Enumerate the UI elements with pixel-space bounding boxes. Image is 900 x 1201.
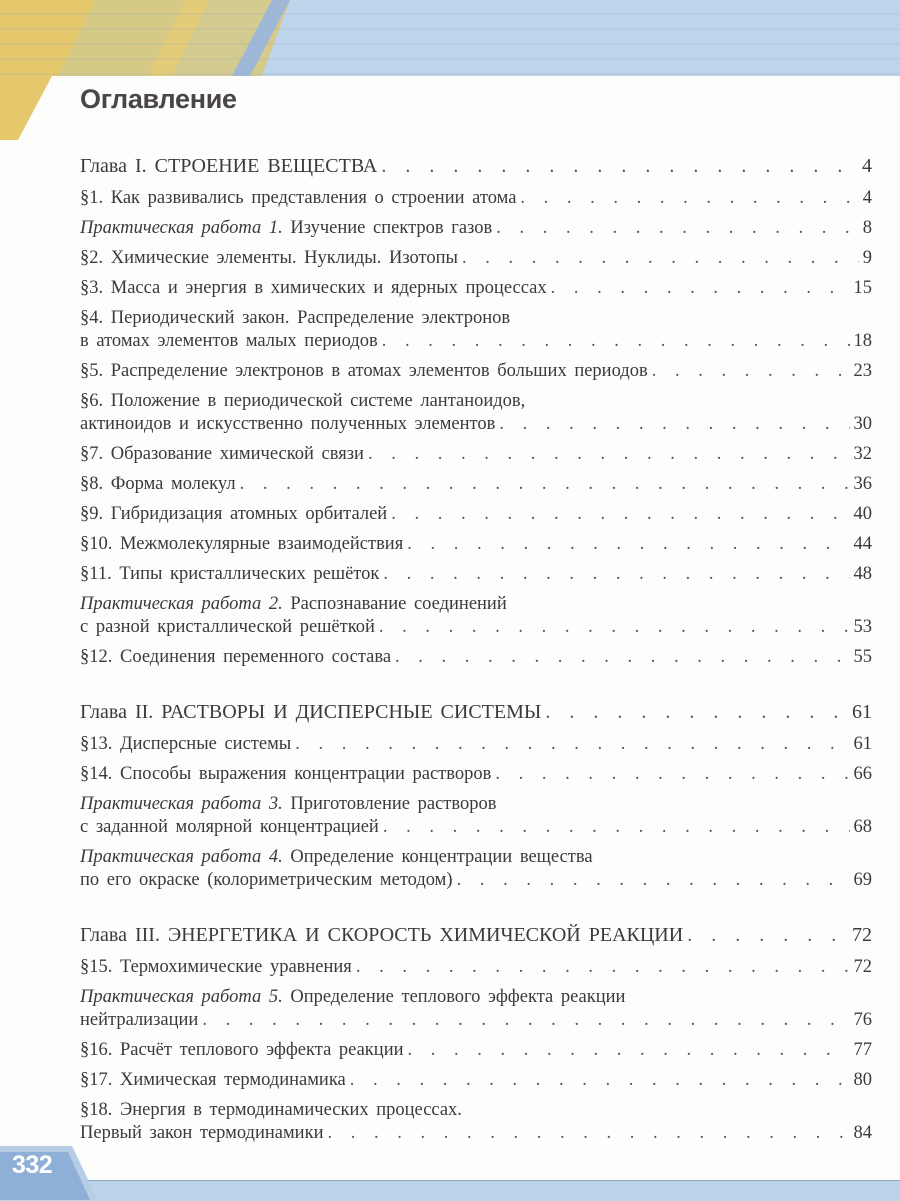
- page-ref: 44: [853, 534, 872, 554]
- page-ref: 80: [853, 1070, 872, 1090]
- toc-entry[interactable]: [80, 214, 872, 244]
- section-number: §3.: [80, 278, 104, 298]
- section-number: §17.: [80, 1070, 113, 1090]
- section-number: §2.: [80, 248, 104, 268]
- toc-entry[interactable]: [80, 500, 872, 530]
- entry-title-continued: нейтрализации: [80, 1010, 199, 1030]
- entry-title: Как развивались представления о строении атома: [110, 188, 517, 208]
- entry-title: Положение в периодической системе лантаноидов,: [110, 391, 526, 411]
- toc-entry[interactable]: [80, 357, 872, 387]
- section-number: §16.: [80, 1040, 113, 1060]
- dot-leader: [520, 187, 858, 210]
- entry-title: Энергия в термодинамических процессах.: [120, 1100, 462, 1120]
- page-ref: 55: [853, 647, 872, 667]
- dot-leader: [391, 503, 849, 526]
- practical-work-label: Практическая работа 1.: [80, 218, 283, 238]
- section-number: §15.: [80, 957, 113, 977]
- entry-title-continued: Первый закон термодинамики: [80, 1123, 324, 1143]
- toc-entry[interactable]: [80, 470, 872, 500]
- dot-leader: [240, 473, 850, 496]
- bottom-banner: [0, 1180, 900, 1201]
- top-banner: [0, 0, 900, 76]
- page-ref: 61: [853, 734, 872, 754]
- toc-entry[interactable]: [80, 184, 872, 214]
- entry-title: Определение концентрации вещества: [290, 847, 593, 867]
- entry-title: Форма молекул: [110, 474, 236, 494]
- dot-leader: [407, 533, 849, 556]
- toc-entry[interactable]: [80, 1036, 872, 1066]
- dot-leader: [408, 1039, 850, 1062]
- dot-leader: [382, 330, 850, 353]
- dot-leader: [495, 763, 849, 786]
- chapter-heading[interactable]: [80, 698, 872, 730]
- entry-title: Способы выражения концентрации растворов: [120, 764, 492, 784]
- toc-entry[interactable]: [80, 1096, 872, 1149]
- entry-title: Химические элементы. Нуклиды. Изотопы: [110, 248, 458, 268]
- page-ref: 4: [862, 155, 872, 177]
- toc-entry[interactable]: [80, 387, 872, 440]
- toc-entry[interactable]: [80, 730, 872, 760]
- page-ref: 68: [853, 817, 872, 837]
- page-ref: 15: [853, 278, 872, 298]
- page-number: 332: [12, 1151, 53, 1179]
- dot-leader: [383, 563, 849, 586]
- dot-leader: [652, 360, 850, 383]
- banner-ruled-lines: [0, 0, 900, 76]
- section-number: §7.: [80, 444, 104, 464]
- toc-entry[interactable]: [80, 760, 872, 790]
- page-ref: 84: [853, 1123, 872, 1143]
- entry-title: Определение теплового эффекта реакции: [290, 987, 626, 1007]
- chapter-3: [80, 921, 872, 1149]
- section-number: §10.: [80, 534, 113, 554]
- toc-entry[interactable]: [80, 304, 872, 357]
- chapter-2: [80, 698, 872, 896]
- section-number: §5.: [80, 361, 104, 381]
- page-ref: 66: [853, 764, 872, 784]
- chapter-title: Глава I. СТРОЕНИЕ ВЕЩЕСТВА: [80, 155, 378, 177]
- chapter-heading[interactable]: [80, 921, 872, 953]
- toc-entry[interactable]: [80, 440, 872, 470]
- dot-leader: [383, 816, 850, 839]
- page-ref: 61: [852, 701, 872, 723]
- section-number: §11.: [80, 564, 112, 584]
- dot-leader: [350, 1069, 850, 1092]
- practical-work-label: Практическая работа 4.: [80, 847, 283, 867]
- page-ref: 30: [853, 414, 872, 434]
- entry-title: Расчёт теплового эффекта реакции: [120, 1040, 404, 1060]
- entry-title: Гибридизация атомных орбиталей: [110, 504, 388, 524]
- table-of-contents: [80, 152, 872, 1174]
- entry-title-continued: в атомах элементов малых периодов: [80, 331, 378, 351]
- practical-work-label: Практическая работа 3.: [80, 794, 283, 814]
- toc-entry[interactable]: [80, 953, 872, 983]
- dot-leader: [381, 155, 858, 178]
- chapter-title: Глава II. РАСТВОРЫ И ДИСПЕРСНЫЕ СИСТЕМЫ: [80, 701, 542, 723]
- page-ref: 32: [853, 444, 872, 464]
- chapter-1: [80, 152, 872, 673]
- dot-leader: [687, 924, 848, 947]
- toc-entry[interactable]: [80, 983, 872, 1036]
- section-number: §4.: [80, 308, 104, 328]
- entry-title: Соединения переменного состава: [120, 647, 392, 667]
- toc-entry[interactable]: [80, 843, 872, 896]
- section-number: §6.: [80, 391, 104, 411]
- page-title: Оглавление: [80, 84, 237, 114]
- entry-title: Образование химической связи: [110, 444, 364, 464]
- entry-title: Изучение спектров газов: [290, 218, 493, 238]
- page-ref: 18: [853, 331, 872, 351]
- chapter-title: Глава III. ЭНЕРГЕТИКА И СКОРОСТЬ ХИМИЧЕСКОЙ РЕАКЦИИ: [80, 924, 684, 946]
- page-ref: 40: [853, 504, 872, 524]
- section-number: §18.: [80, 1100, 113, 1120]
- page-ref: 36: [853, 474, 872, 494]
- section-number: §1.: [80, 188, 104, 208]
- page-ref: 8: [862, 218, 872, 238]
- section-number: §13.: [80, 734, 113, 754]
- entry-title-continued: по его окраске (колориметрическим методом): [80, 870, 453, 890]
- toc-entry[interactable]: [80, 590, 872, 643]
- dot-leader: [462, 247, 859, 270]
- page-ref: 4: [862, 188, 872, 208]
- entry-title: Приготовление растворов: [290, 794, 497, 814]
- chapter-heading[interactable]: [80, 152, 872, 184]
- section-number: §9.: [80, 504, 104, 524]
- dot-leader: [551, 277, 850, 300]
- toc-entry[interactable]: [80, 530, 872, 560]
- section-number: §14.: [80, 764, 113, 784]
- page-ref: 77: [853, 1040, 872, 1060]
- entry-title-continued: с разной кристаллической решёткой: [80, 617, 375, 637]
- dot-leader: [496, 217, 859, 240]
- dot-leader: [356, 956, 850, 979]
- page-ref: 23: [853, 361, 872, 381]
- dot-leader: [545, 701, 848, 724]
- toc-entry[interactable]: [80, 244, 872, 274]
- section-number: §8.: [80, 474, 104, 494]
- entry-title: Типы кристаллических решёток: [119, 564, 380, 584]
- left-wedge-graphic: [0, 0, 60, 140]
- toc-entry[interactable]: [80, 274, 872, 304]
- entry-title: Межмолекулярные взаимодействия: [120, 534, 404, 554]
- practical-work-label: Практическая работа 5.: [80, 987, 283, 1007]
- section-number: §12.: [80, 647, 113, 667]
- entry-title: Химическая термодинамика: [120, 1070, 346, 1090]
- dot-leader: [457, 869, 850, 892]
- page-ref: 72: [852, 924, 872, 946]
- toc-entry[interactable]: [80, 643, 872, 673]
- entry-title: Распознавание соединений: [290, 594, 507, 614]
- toc-entry[interactable]: [80, 560, 872, 590]
- entry-title: Распределение электронов в атомах элементов больших периодов: [110, 361, 648, 381]
- toc-entry[interactable]: [80, 790, 872, 843]
- toc-entry[interactable]: [80, 1066, 872, 1096]
- page-ref: 69: [853, 870, 872, 890]
- dot-leader: [395, 646, 849, 669]
- entry-title: Дисперсные системы: [120, 734, 292, 754]
- entry-title-continued: с заданной молярной концентрацией: [80, 817, 379, 837]
- dot-leader: [327, 1122, 849, 1145]
- page-ref: 76: [853, 1010, 872, 1030]
- dot-leader: [295, 733, 849, 756]
- entry-title: Масса и энергия в химических и ядерных процессах: [110, 278, 547, 298]
- page-ref: 72: [853, 957, 872, 977]
- entry-title: Периодический закон. Распределение электронов: [110, 308, 511, 328]
- dot-leader: [379, 616, 850, 639]
- dot-leader: [368, 443, 850, 466]
- dot-leader: [202, 1009, 849, 1032]
- page-ref: 53: [853, 617, 872, 637]
- entry-title: Термохимические уравнения: [120, 957, 352, 977]
- page-ref: 9: [862, 248, 872, 268]
- entry-title-continued: актиноидов и искусственно полученных элементов: [80, 414, 496, 434]
- dot-leader: [499, 413, 849, 436]
- practical-work-label: Практическая работа 2.: [80, 594, 283, 614]
- page-ref: 48: [853, 564, 872, 584]
